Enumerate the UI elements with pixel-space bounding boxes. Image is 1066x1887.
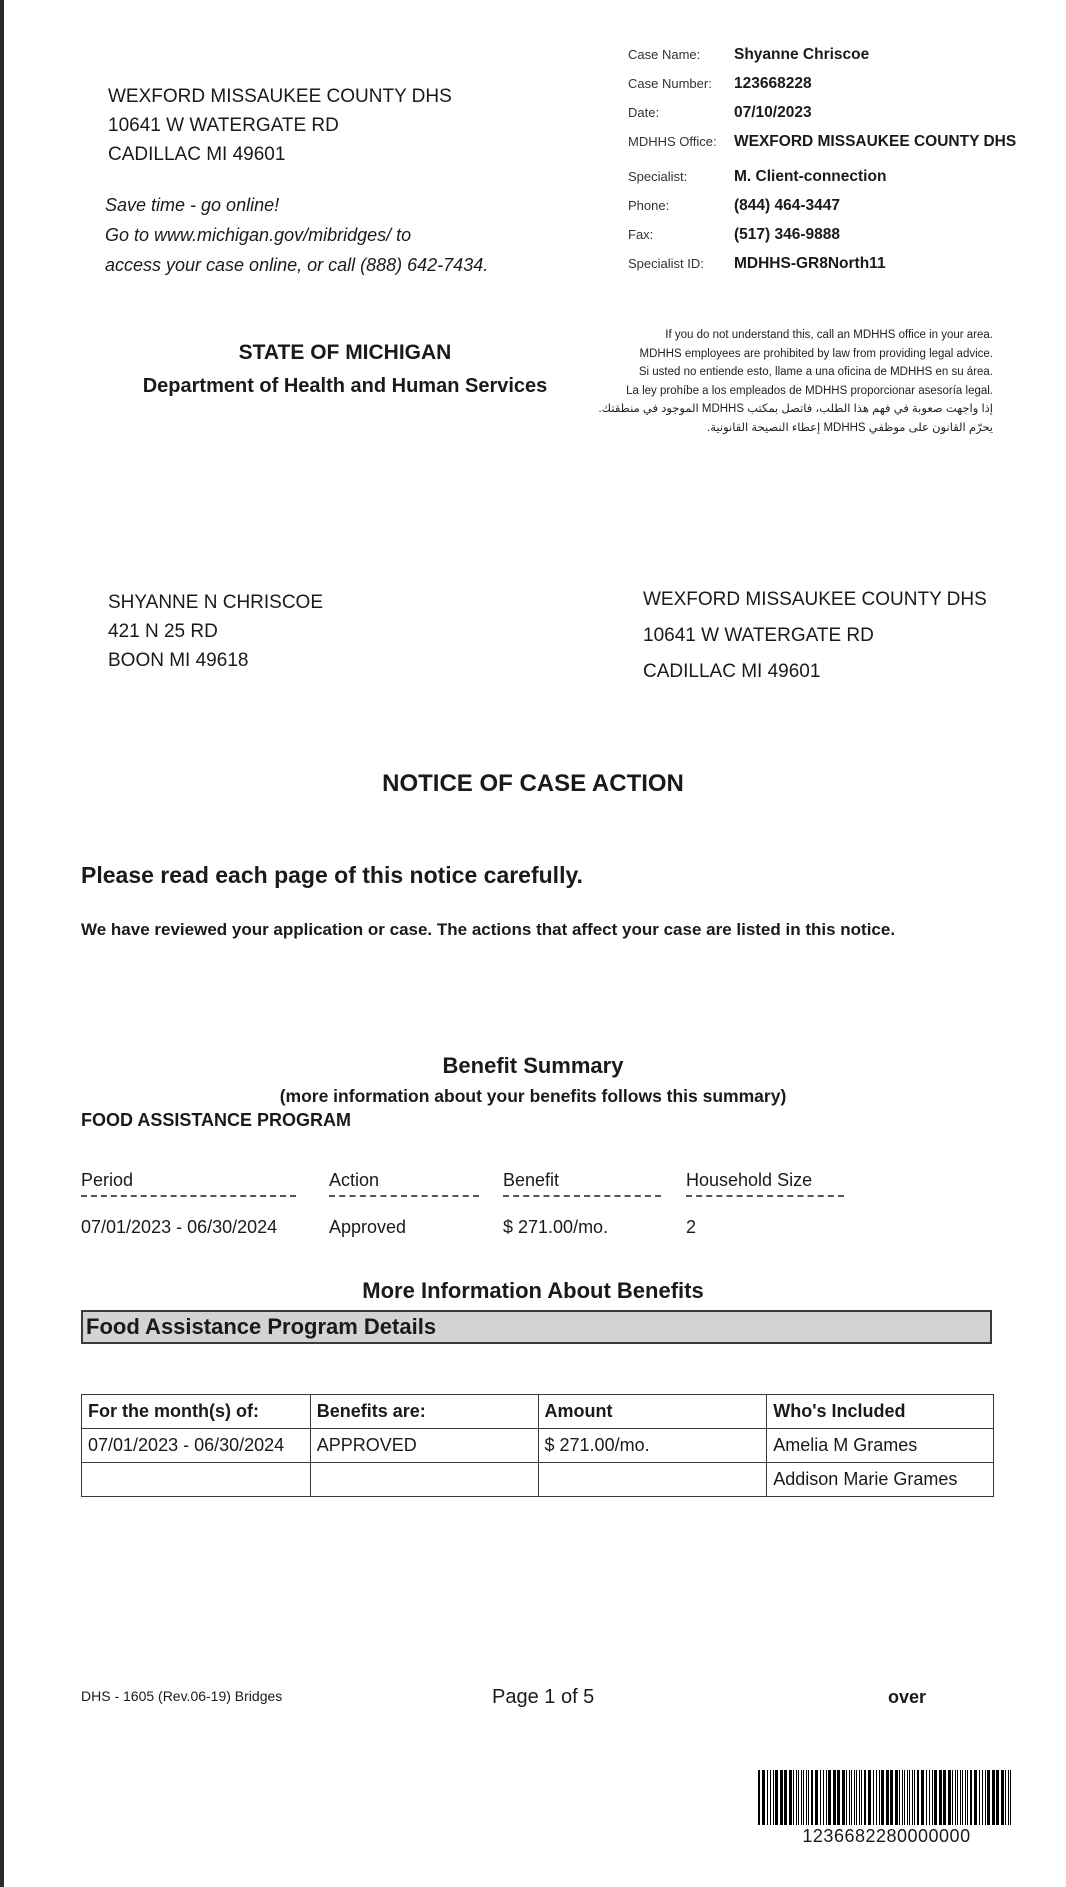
table-cell: 07/01/2023 - 06/30/2024 [82,1429,311,1463]
disclaimer-ar-2: يحرّم القانون على موظفي MDHHS إعطاء النصيحة القانونية. [707,421,993,434]
office-value: WEXFORD MISSAUKEE COUNTY DHS [734,132,1017,150]
summary-divider [329,1195,479,1197]
benefit-summary-title: Benefit Summary [442,1053,624,1078]
barcode-bar [811,1770,813,1825]
fax-label: Fax: [628,227,654,242]
phone-value: (844) 464-3447 [734,196,840,214]
agency-heading [120,336,570,402]
barcode-bar [767,1770,768,1825]
barcode-bar [970,1770,972,1825]
barcode-bar [758,1770,760,1825]
recipient-name: SHYANNE N CHRISCOE [108,592,324,613]
table-cell: $ 271.00/mo. [538,1429,767,1463]
barcode-bar [921,1770,924,1825]
barcode-bar [828,1770,831,1825]
return-address [643,582,987,690]
summary-header-benefit: Benefit [503,1170,560,1190]
form-id: DHS - 1605 (Rev.06-19) Bridges [81,1688,283,1704]
office-city: CADILLAC MI 49601 [108,144,286,165]
barcode-bar [842,1770,845,1825]
barcode-bar [793,1770,794,1825]
disclaimer-en-2: MDHHS employees are prohibited by law from providing legal advice. [639,347,993,360]
online-line-3: access your case online, or call (888) 642-7434. [105,255,489,275]
barcode-bar [826,1770,827,1825]
online-notice [105,190,488,280]
barcode-bar [823,1770,824,1825]
barcode-bar [801,1770,802,1825]
details-section-header: Food Assistance Program Details [81,1310,992,1344]
table-cell [310,1463,538,1497]
barcode-bar [902,1770,903,1825]
case-number-value: 123668228 [734,74,812,92]
barcode-bar [780,1770,783,1825]
barcode-bar [806,1770,807,1825]
details-header-amount: Amount [538,1395,767,1429]
table-cell: APPROVED [310,1429,538,1463]
phone-row [628,191,1016,220]
barcode-bar [851,1770,852,1825]
table-cell [82,1463,311,1497]
barcode-bar [873,1770,874,1825]
over-label: over [888,1687,927,1707]
benefit-summary-subtitle: (more information about your benefits follows this summary) [279,1086,787,1106]
page-edge [0,0,4,1887]
barcode-bar [974,1770,977,1825]
office-name: WEXFORD MISSAUKEE COUNTY DHS [108,86,452,107]
barcode-bar [895,1770,898,1825]
disclaimer-ar-1: إذا واجهت صعوبة في فهم هذا الطلب، فاتصل بمكتب MDHHS الموجود في منطقتك. [598,403,993,415]
barcode-bar [808,1770,809,1825]
recipient-city: BOON MI 49618 [108,650,249,671]
barcode-bar [979,1770,980,1825]
table-cell [538,1463,767,1497]
barcode-bar [899,1770,900,1825]
barcode-bar [934,1770,937,1825]
barcode-bar [846,1770,847,1825]
summary-period: 07/01/2023 - 06/30/2024 [81,1217,278,1237]
reviewed-statement: We have reviewed your application or case. The actions that affect your case are listed in this notice. [81,920,896,939]
specialist-id-value: MDHHS-GR8North11 [734,254,886,272]
department-name: Department of Health and Human Services [142,375,548,397]
barcode-bar [967,1770,968,1825]
barcode-bar [957,1770,958,1825]
case-name-value: Shyanne Chriscoe [734,45,870,63]
online-line-1: Save time - go online! [105,195,280,215]
barcode [758,1770,1015,1825]
phone-label: Phone: [628,198,670,213]
notice-title: NOTICE OF CASE ACTION [382,770,684,797]
barcode-bar [1005,1770,1006,1825]
case-name-row [628,40,1016,69]
barcode-bar [784,1770,787,1825]
barcode-bar [773,1770,774,1825]
barcode-bar [904,1770,905,1825]
barcode-bar [876,1770,877,1825]
barcode-bar [854,1770,855,1825]
return-city: CADILLAC MI 49601 [643,661,821,682]
read-notice-heading: Please read each page of this notice carefully. [81,862,583,888]
case-info [628,40,1016,278]
barcode-bar [965,1770,966,1825]
barcode-bar [762,1770,765,1825]
barcode-bar [849,1770,850,1825]
return-name: WEXFORD MISSAUKEE COUNTY DHS [643,589,987,610]
barcode-bar [943,1770,946,1825]
date-value: 07/10/2023 [734,103,812,121]
table-row [82,1429,994,1463]
barcode-bar [907,1770,908,1825]
fax-value: (517) 346-9888 [734,225,840,243]
barcode-bar [985,1770,986,1825]
specialist-row [628,162,1016,191]
barcode-bar [955,1770,956,1825]
barcode-bar [909,1770,910,1825]
details-header-included: Who's Included [767,1395,994,1429]
barcode-bar [948,1770,951,1825]
barcode-bar [987,1770,990,1825]
disclaimer-es-1: Si usted no entiende esto, llame a una oficina de MDHHS en su área. [638,366,993,378]
summary-benefit: $ 271.00/mo. [503,1217,609,1237]
online-line-2: Go to www.michigan.gov/mibridges/ to [105,225,412,245]
barcode-bar [859,1770,860,1825]
case-number-row [628,69,1016,98]
barcode-bar [803,1770,804,1825]
state-name: STATE OF MICHIGAN [238,341,452,364]
specialist-label: Specialist: [628,169,688,184]
office-row [628,127,1016,156]
summary-divider [503,1195,661,1197]
specialist-id-row [628,249,1016,278]
fax-row [628,220,1016,249]
summary-household-size: 2 [686,1217,697,1237]
office-label: MDHHS Office: [628,134,717,149]
barcode-number: 1236682280000000 [802,1826,971,1846]
disclaimer-en-1: If you do not understand this, call an MDHHS office in your area. [665,329,993,341]
details-header-benefits: Benefits are: [310,1395,538,1429]
barcode-bar [917,1770,919,1825]
barcode-bar [926,1770,927,1825]
barcode-bar [914,1770,915,1825]
case-name-label: Case Name: [628,47,701,62]
barcode-bar [886,1770,889,1825]
barcode-bar [890,1770,893,1825]
barcode-bar [868,1770,871,1825]
table-cell: Addison Marie Grames [767,1463,994,1497]
barcode-bar [815,1770,818,1825]
page-number: Page 1 of 5 [492,1686,595,1708]
barcode-bar [912,1770,913,1825]
barcode-bar [820,1770,821,1825]
barcode-bar [879,1770,880,1825]
summary-header-period: Period [81,1170,134,1190]
barcode-bar [837,1770,840,1825]
barcode-bar [992,1770,995,1825]
details-header-row [82,1395,994,1429]
barcode-bar [962,1770,963,1825]
details-header-months: For the month(s) of: [82,1395,311,1429]
case-number-label: Case Number: [628,76,712,91]
barcode-bar [1008,1770,1009,1825]
office-address [108,82,452,169]
barcode-bar [996,1770,999,1825]
barcode-bar [856,1770,857,1825]
recipient-address [108,588,323,675]
barcode-bar [952,1770,953,1825]
summary-action: Approved [329,1217,407,1237]
summary-header-action: Action [329,1170,380,1190]
recipient-street: 421 N 25 RD [108,621,218,642]
specialist-value: M. Client-connection [734,167,887,185]
summary-header-household-size: Household Size [686,1170,813,1190]
return-street: 10641 W WATERGATE RD [643,625,874,646]
barcode-bar [929,1770,930,1825]
barcode-bar [1001,1770,1004,1825]
specialist-id-label: Specialist ID: [628,256,704,271]
barcode-bar [932,1770,933,1825]
barcode-bar [1010,1770,1011,1825]
date-row [628,98,1016,127]
date-label: Date: [628,105,660,120]
details-table [81,1394,994,1497]
language-disclaimer [520,326,993,437]
barcode-bar [833,1770,836,1825]
summary-divider [686,1195,844,1197]
barcode-bar [796,1770,797,1825]
barcode-bar [881,1770,884,1825]
barcode-bar [775,1770,778,1825]
disclaimer-es-2: La ley prohíbe a los empleados de MDHHS proporcionar asesoría legal. [626,384,993,397]
table-row [82,1463,994,1497]
program-name: FOOD ASSISTANCE PROGRAM [81,1110,352,1130]
barcode-bar [789,1770,792,1825]
barcode-bar [798,1770,799,1825]
office-street: 10641 W WATERGATE RD [108,115,339,136]
barcode-bar [982,1770,983,1825]
barcode-bar [864,1770,866,1825]
barcode-bar [861,1770,862,1825]
barcode-bar [960,1770,961,1825]
barcode-bar [939,1770,942,1825]
more-info-title: More Information About Benefits [362,1278,704,1303]
summary-divider [81,1195,296,1197]
barcode-bar [770,1770,771,1825]
table-cell: Amelia M Grames [767,1429,994,1463]
